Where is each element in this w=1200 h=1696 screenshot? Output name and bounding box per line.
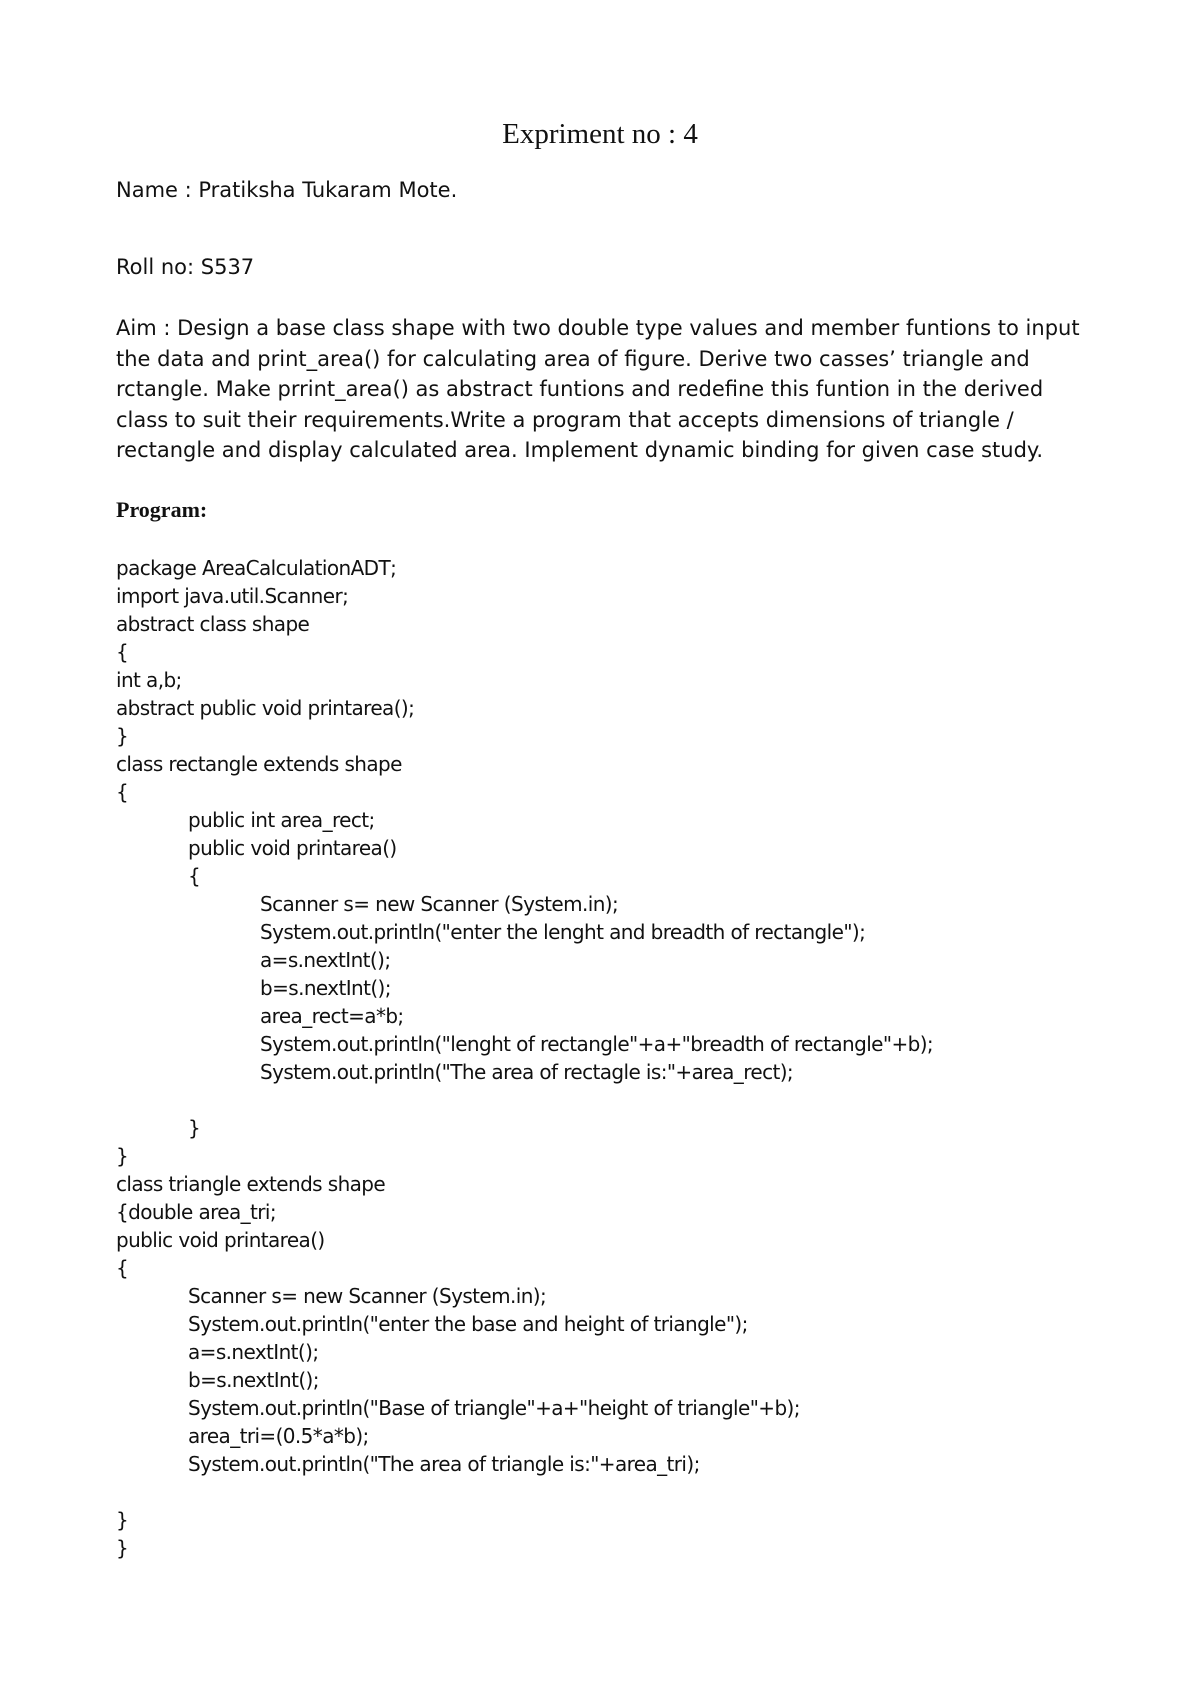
roll-number: Roll no: S537 [116,255,255,279]
program-heading: Program: [116,497,208,522]
code-line: { [116,640,129,664]
code-line: System.out.println("The area of triangle is:"+area_tri); [188,1452,700,1476]
code-line: area_rect=a*b; [260,1004,404,1028]
code-line: {double area_tri; [116,1200,277,1224]
code-line: abstract class shape [116,612,310,636]
code-line: System.out.println("Base of triangle"+a+"height of triangle"+b); [188,1396,800,1420]
code-line: } [116,724,129,748]
code-line: System.out.println("enter the base and height of triangle"); [188,1312,748,1336]
code-line: System.out.println("enter the lenght and breadth of rectangle"); [260,920,866,944]
code-line: a=s.nextInt(); [260,948,391,972]
code-line: class rectangle extends shape [116,752,402,776]
code-line-blank [116,1086,933,1114]
code-line: } [116,1144,129,1168]
code-line: b=s.nextInt(); [260,976,391,1000]
code-line: class triangle extends shape [116,1172,386,1196]
code-line: System.out.println("The area of rectagle is:"+area_rect); [260,1060,794,1084]
code-line: import java.util.Scanner; [116,584,349,608]
code-line: { [116,780,129,804]
code-line: } [116,1536,129,1560]
code-line: public void printarea() [188,836,397,860]
code-line: public int area_rect; [188,808,375,832]
code-line: Scanner s= new Scanner (System.in); [260,892,619,916]
code-line-blank [116,1478,933,1506]
code-line: package AreaCalculationADT; [116,556,397,580]
code-listing [116,554,933,1562]
code-line: } [116,1508,129,1532]
code-line: Scanner s= new Scanner (System.in); [188,1284,547,1308]
code-line: } [188,1116,201,1140]
code-line: public void printarea() [116,1228,325,1252]
code-line: { [116,1256,129,1280]
code-line: int a,b; [116,668,182,692]
code-line: System.out.println("lenght of rectangle"+a+"breadth of rectangle"+b); [260,1032,934,1056]
code-line: abstract public void printarea(); [116,696,415,720]
code-line: a=s.nextInt(); [188,1340,319,1364]
aim-paragraph: Aim : Design a base class shape with two double type values and member funtions to input the data and print_area() for calculating area of figure. Derive two casses’ triangle and rctangle. Make prrint_area() as abstract funtions and redefine this funtion in the derived class to suit their requirements.Write a program that accepts dimensions of triangle / rectangle and display calculated area. Implement dynamic binding for given case study. [116,316,1080,462]
code-line: b=s.nextInt(); [188,1368,319,1392]
student-name: Name : Pratiksha Tukaram Mote. [116,178,458,202]
code-line: { [188,864,201,888]
code-line: area_tri=(0.5*a*b); [188,1424,369,1448]
experiment-title: Expriment no : 4 [502,118,698,150]
